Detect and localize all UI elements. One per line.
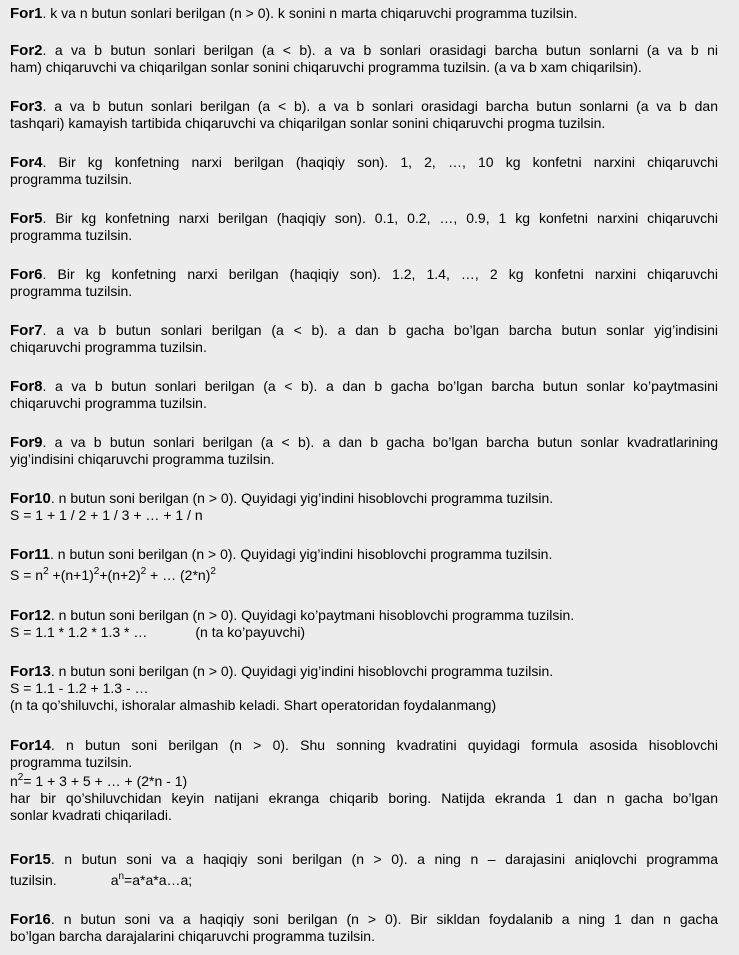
task-text-line2: chiqaruvchi programma tuzilsin. (10, 395, 207, 411)
task-for2 (10, 42, 718, 76)
task-label: For5 (10, 210, 43, 227)
task-text: . k va n butun sonlari berilgan (n > 0). k sonini n marta chiqaruvchi programma tuzilsin. (42, 5, 578, 21)
task-label: For4 (10, 154, 43, 171)
task-text: . n butun soni berilgan (n > 0). Quyidagi yig’indini hisoblovchi programma tuzilsin. (50, 663, 554, 679)
formula: $n^2= 1 + 3 + 5$ + … + (2*n - 1) (10, 772, 188, 789)
task-label: For11 (10, 546, 51, 563)
task-for8 (10, 378, 718, 412)
task-label: For14 (10, 737, 51, 754)
task-label: For7 (10, 322, 43, 339)
task-for9 (10, 434, 718, 468)
task-for7 (10, 322, 718, 356)
task-label: For16 (10, 911, 51, 928)
task-text-line4: sonlar kvadrati chiqariladi. (10, 807, 172, 823)
task-text-line1: . a va b butun sonlari berilgan (a < b). a dan b gacha bo’lgan barcha butun sonlar kvadratlarining (42, 434, 718, 450)
task-text-line1: . a va b butun sonlari berilgan (a < b). a va b sonlari orasidagi barcha butun sonlarni (a va b dan (42, 98, 718, 114)
task-text-line1: . n butun soni va a haqiqiy soni berilgan (n > 0). a ning n – darajasini aniqlovchi programma (50, 851, 718, 867)
task-text-line2: ham) chiqaruvchi va chiqarilgan sonlar sonini chiqaruvchi programma tuzilsin. (a va b xam chiqarilsin). (10, 59, 642, 75)
task-text-line2: tashqari) kamayish tartibida chiqaruvchi va chiqarilgan sonlar sonini chiqaruvchi progma tuzilsin. (10, 115, 606, 131)
task-text-line2: programma tuzilsin. (10, 227, 133, 243)
formula-note: (n ta qo’shiluvchi, ishoralar almashib keladi. Shart operatoridan foydalanmang) (10, 697, 497, 713)
task-text-line2: tuzilsin. (10, 872, 57, 888)
task-text-line2: programma tuzilsin. (10, 754, 133, 770)
task-text-line2: yig’indisini chiqaruvchi programma tuzilsin. (10, 451, 275, 467)
task-text-line2: programma tuzilsin. (10, 283, 133, 299)
task-label: For2 (10, 42, 43, 59)
task-text-line1: . a va b butun sonlari berilgan (a < b). a dan b gacha bo’lgan barcha butun sonlar ko’paytmasini (42, 378, 718, 394)
task-label: For15 (10, 851, 51, 868)
task-for3 (10, 98, 718, 132)
task-text-line2: bo’lgan barcha darajalarini chiqaruvchi programma tuzilsin. (10, 928, 375, 944)
task-text-line1: . n butun soni berilgan (n > 0). Shu sonning kvadratini quyidagi formula asosida hisoblovchi (50, 737, 718, 753)
task-text-line1: . n butun soni va a haqiqiy soni berilgan (n > 0). Bir sikldan foydalanib a ning 1 dan n gacha (50, 911, 718, 927)
formula-note: (n ta ko’payuvchi) (195, 624, 306, 640)
task-for11 (10, 546, 718, 584)
task-text: . n butun soni berilgan (n > 0). Quyidagi yig’indini hisoblovchi programma tuzilsin. (50, 490, 554, 506)
task-for1 (10, 5, 718, 22)
task-for14 (10, 737, 718, 824)
task-text-line1: . a va b butun sonlari berilgan (a < b). a va b sonlari orasidagi barcha butun sonlarni (a va b ni (42, 42, 718, 58)
task-text-line1: . Bir kg konfetning narxi berilgan (haqiqiy son). 1.2, 1.4, …, 2 kg konfetni narxini chiqaruvchi (42, 266, 718, 282)
task-label: For10 (10, 490, 51, 507)
task-label: For13 (10, 663, 51, 680)
task-text-line1: . a va b butun sonlari berilgan (a < b). a dan b gacha bo’lgan barcha butun sonlar yig’indisini (42, 322, 718, 338)
task-for12 (10, 607, 718, 641)
task-text-line1: . Bir kg konfetning narxi berilgan (haqiqiy son). 1, 2, …, 10 kg konfetni narxini chiqaruvchi (42, 154, 718, 170)
task-text-line2: programma tuzilsin. (10, 171, 133, 187)
formula: S = 1.1 - 1.2 + 1.3 - … (10, 680, 149, 696)
task-for15 (10, 851, 718, 889)
task-text: . n butun soni berilgan (n > 0). Quyidagi yig’indini hisoblovchi programma tuzilsin. (50, 546, 553, 562)
formula: S = 1.1 * 1.2 * 1.3 * … (10, 624, 148, 640)
task-text-line1: . Bir kg konfetning narxi berilgan (haqiqiy son). 0.1, 0.2, …, 0.9, 1 kg konfetni narxini chiqaruvchi (42, 210, 718, 226)
task-for13 (10, 663, 718, 714)
task-label: For3 (10, 98, 43, 115)
task-label: For8 (10, 378, 43, 395)
task-text-line2: chiqaruvchi programma tuzilsin. (10, 339, 207, 355)
task-for16 (10, 911, 718, 945)
formula: S = 1 + 1 / 2 + 1 / 3 + … + 1 / n (10, 507, 203, 523)
task-label: For6 (10, 266, 43, 283)
task-for4 (10, 154, 718, 188)
task-text-line3: har bir qo’shiluvchidan keyin natijani ekranga chiqarib boring. Natijda ekranda 1 dan n gacha bo’lgan (10, 790, 718, 806)
task-text: . n butun soni berilgan (n > 0). Quyidagi ko’paytmani hisoblovchi programma tuzilsin. (50, 607, 575, 623)
task-label: For1 (10, 5, 43, 22)
task-for6 (10, 266, 718, 300)
task-label: For9 (10, 434, 43, 451)
task-for10 (10, 490, 718, 524)
formula: $S = n^2 +(n+1)^2+(n+2)^2$ + … $(2*n)^2$ (10, 566, 216, 583)
task-label: For12 (10, 607, 51, 624)
formula: $a^n=a*a*a\dots a$; (110, 871, 193, 888)
task-for5 (10, 210, 718, 244)
